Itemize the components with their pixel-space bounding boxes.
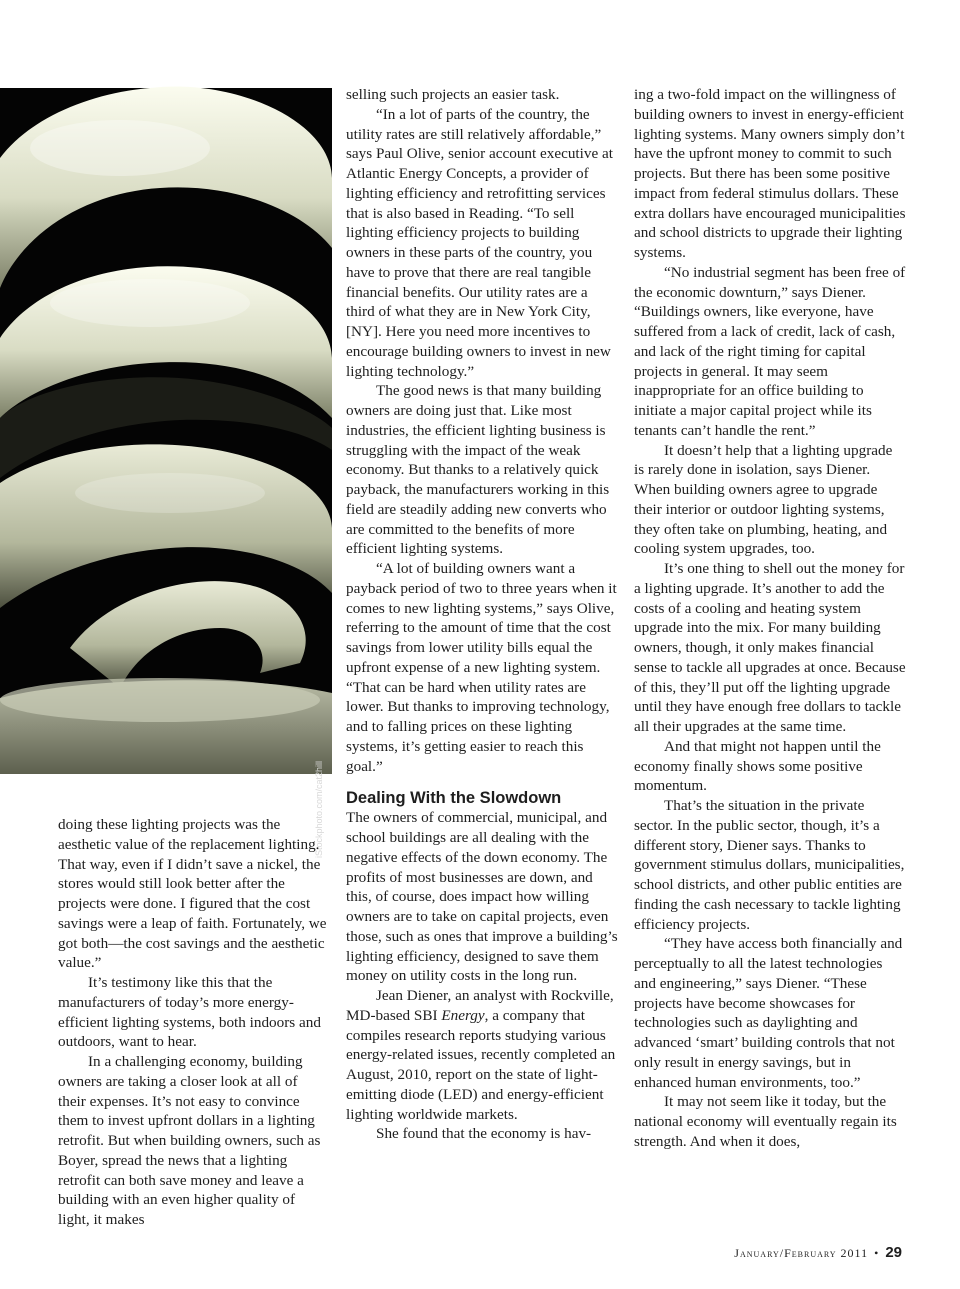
paragraph: In a challenging economy, building owners are taking a closer look at all of their expenses. It’s not easy to convince them to invest upfront dollars in a lighting retrofit. But when building owners, such as Boyer, spread the news that a lighting retrofit can both save money and leave a building with an even higher quality of light, it makes: [58, 1053, 321, 1228]
bullet-separator: •: [874, 1246, 880, 1260]
paragraph: doing these lighting projects was the aesthetic value of the replacement lighting. That way, even if I didn’t save a nickel, the stores would still look better after the projects were done. I figured that the cost savings were a leap of faith. Fortunately, we got both—the cost savings and the aesthetic value.”: [58, 816, 327, 972]
paragraph: It doesn’t help that a lighting upgrade is rarely done in isolation, says Diener. When building owners agree to upgrade their interior or outdoor lighting systems, they often take on plumbing, heating, and cooling system upgrades, too.: [634, 441, 893, 558]
cfl-bulb-illustration: [0, 88, 332, 774]
article-column-2: [346, 85, 618, 1144]
paragraph: ing a two-fold impact on the willingness of building owners to invest in energy-efficient lighting systems. Many owners simply don’t have the upfront money to commit to such projects. But there has been some positive impact from federal stimulus dollars. These extra dollars have encouraged municipalities and school districts to upgrade their lighting systems.: [634, 86, 906, 261]
photo-credit: iStockphoto.com/cat2hill: [314, 760, 324, 858]
paragraph: That’s the situation in the private sector. In the public sector, though, it’s a different story, Diener says. Thanks to government stimulus dollars, municipalities, school districts, and other public entities are finding the cash necessary to tackle lighting efficiency projects.: [634, 797, 905, 933]
paragraph: She found that the economy is hav-: [376, 1125, 592, 1143]
paragraph: The good news is that many building owners are doing just that. Like most industries, the efficient lighting business is struggling with the impact of the weak economy. But thanks to a relatively quick payback, the manufacturers working in this field are steadily adding new converts who are committed to the benefits of more efficient lighting systems.: [346, 382, 610, 558]
issue-date: January/February 2011: [734, 1246, 869, 1260]
paragraph: “They have access both financially and perceptually to all the latest technologies and engineering,” says Diener. “These projects have become showcases for technologies such as daylighting and advanced ‘smart’ building controls that not only result in energy savings, but in enhanced human environments, too.”: [634, 935, 903, 1091]
cfl-bulb-photo: [0, 88, 332, 858]
paragraph: “A lot of building owners want a payback period of two to three years when it comes to new lighting systems,” says Olive, referring to the amount of time that the cost savings from lower utility bills equal the upfront expense of a new lighting system. “That can be hard when utility rates are lower. But thanks to improving technology, and to falling prices on these lighting systems, it’s getting easier to reach this goal.”: [346, 560, 617, 775]
article-column-3: [634, 85, 906, 1152]
paragraph: “In a lot of parts of the country, the utility rates are still relatively affordable,” says Paul Olive, senior account executive at Atlantic Energy Concepts, a provider of lighting efficiency and retrofitting services that is also based in Reading. “To sell lighting efficiency projects to building owners in these parts of the country, you have to prove that there are real tangible financial benefits. Our utility rates are a third of what they are in New York City, [NY]. Here you need more incentives to encourage building owners to invest in new lighting technology.”: [346, 105, 613, 380]
paragraph: It’s testimony like this that the manufacturers of today’s more energy-efficient lighting systems, both indoors and outdoors, want to hear.: [58, 974, 321, 1051]
article-column-1: [58, 815, 328, 1230]
paragraph: “No industrial segment has been free of the economic downturn,” says Diener. “Buildings owners, like everyone, have suffered from a lack of credit, lack of cash, and lack of the right timing for capital projects in general. It may seem inappropriate for an office building to initiate a major capital project while its tenants can’t handle the rent.”: [634, 263, 906, 439]
paragraph: [346, 986, 618, 1124]
paragraph-text: , a company that compiles research reports studying various energy-related issues, recently completed an August, 2010, report on the state of light-emitting diode (LED) and energy-efficient lighting worldwide markets.: [346, 1006, 616, 1123]
paragraph: It may not seem like it today, but the national economy will eventually regain its strength. And when it does,: [634, 1093, 897, 1150]
paragraph: The owners of commercial, municipal, and school buildings are all dealing with the negative effects of the down economy. The profits of most businesses are down, and this, of course, does impact how willing owners are to take on capital projects, even those, such as ones that improve a building’s lighting efficiency, designed to save them money on utility costs in the long run.: [346, 809, 618, 985]
section-heading: Dealing With the Slowdown: [346, 789, 562, 808]
paragraph: selling such projects an easier task.: [346, 86, 560, 103]
page-number: 29: [885, 1244, 902, 1261]
page-footer: [734, 1244, 902, 1261]
paragraph-text: Jean Diener, an analyst with Rockville, MD-based SBI: [346, 987, 614, 1024]
paragraph: And that might not happen until the economy finally shows some positive momentum.: [634, 737, 881, 795]
paragraph: It’s one thing to shell out the money for a lighting upgrade. It’s another to add the costs of a cooling and heating system upgrade into the mix. For many building owners, though, it only makes financial sense to tackle all upgrades at once. Because of this, they’ll put off the lighting upgrade until they have enough free dollars to tackle all their upgrades at the same time.: [634, 560, 906, 735]
company-name-italic: Energy: [441, 1006, 485, 1024]
